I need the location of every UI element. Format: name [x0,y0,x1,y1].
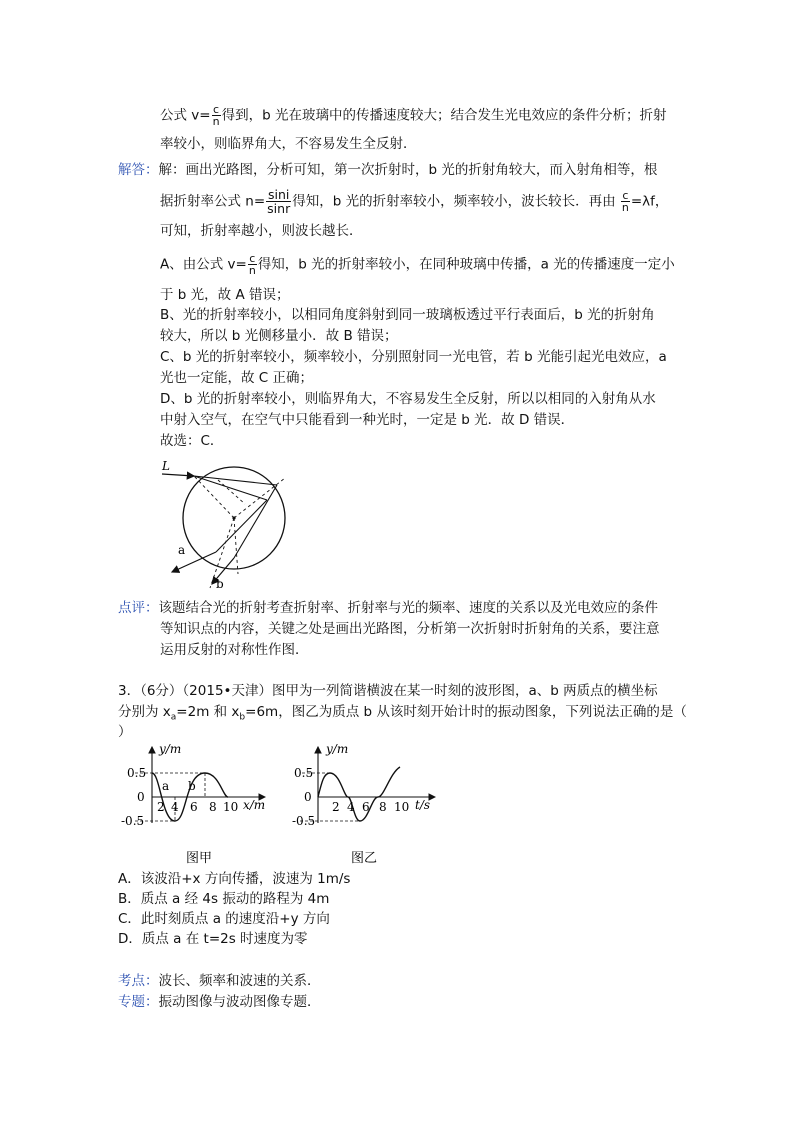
y-tick-zero: 0 [137,790,145,804]
label-L: L [162,459,170,473]
option-b-line-2: 较大，所以 b 光侧移量小．故 B 错误； [160,328,398,344]
question-3-line-1: 3．（6分）（2015•天津）图甲为一列简谐横波在某一时刻的波形图，a、b 两质点的横坐标 [118,683,658,699]
x-tick-10: 10 [223,800,239,814]
x-axis-label: x/m [243,798,266,812]
wave-graph-jia [115,741,275,866]
x-axis-label: t/s [415,798,431,812]
vibration-curve [318,767,400,821]
question-3-option-d: D．质点 a 在 t=2s 时速度为零 [118,931,308,947]
option-d-line-1: D、b 光的折射率较小，则临界角大，不容易发生全反射，所以以相同的入射角从水 [160,391,656,407]
comment-line-3: 运用反射的对称性作图． [160,642,309,658]
comment-line-1: 点评：该题结合光的折射考查折射率、折射率与光的频率、速度的关系以及光电效应的条件 [118,600,658,616]
label-b: b [216,577,224,591]
vibration-graph-yi [290,741,440,866]
x-tick-6: 6 [190,800,198,814]
y-tick-zero: 0 [304,790,312,804]
fraction-c-over-n: $\frac{c}{n}$ [621,189,629,214]
x-tick-10: 10 [394,800,410,814]
x-tick-2: 2 [157,800,165,814]
graph-caption: 图乙 [351,851,378,866]
x-tick-8: 8 [379,800,387,814]
comment-label: 点评： [118,600,159,616]
x-tick-8: 8 [209,800,217,814]
point-a-label: a [162,779,170,793]
y-tick-bottom: -0.5 [292,814,316,828]
answer-label: 解答： [118,162,159,178]
option-b-line-1: B、光的折射率较小，以相同角度斜射到同一玻璃板透过平行表面后，b 光的折射角 [160,307,655,323]
option-d-line-2: 中射入空气，在空气中只能看到一种光时，一定是 b 光．故 D 错误． [160,412,575,428]
answer-line-1: 解答：解：画出光路图，分析可知，第一次折射时，b 光的折射角较大，而入射角相等，根 [118,162,658,178]
answer-line-3: 可知，折射率越小，则波长越长． [160,223,363,239]
option-a-line-1: A、由公式 v= $\frac{c}{n}$ 得知，b 光的折射率较小，在同种玻璃中传播，a 光的传播速度一定小 [160,252,675,277]
point-b-label: b [188,779,196,793]
comment-line-2: 等知识点的内容，关键之处是画出光路图，分析第一次折射时折射角的关系，要注意 [160,621,660,637]
question-3-option-b: B．质点 a 经 4s 振动的路程为 4m [118,891,330,907]
question-3-line-3: ） [118,724,132,740]
label-a: a [178,543,186,557]
option-a-line-2: 于 b 光，故 A 错误； [160,287,290,303]
answer-line-2: 据折射率公式 n= $\frac{\sin i}{\sin r}$ 得知，b 光的折射率较小，频率较小，波长较长．再由 $\frac{c}{n}$ =λf， [160,187,669,216]
question-3-option-c: C．此时刻质点 a 的速度沿+y 方向 [118,911,330,927]
zhuanti-line: 专题：振动图像与波动图像专题． [118,994,321,1010]
y-axis-label: y/m [159,742,182,756]
kaodian-label: 考点： [118,973,159,989]
fraction-c-over-n: $\frac{c}{n}$ [248,252,256,277]
y-tick-top: 0.5 [127,766,147,780]
option-c-line-2: 光也一定能，故 C 正确； [160,370,314,386]
y-tick-bottom: -0.5 [121,814,145,828]
x-tick-2: 2 [332,800,340,814]
x-tick-4: 4 [171,800,179,814]
y-axis-label: y/m [326,742,349,756]
kaodian-line: 考点：波长、频率和波速的关系． [118,973,321,989]
question-3-line-2: 分别为 $x_a=2m$ 和 $x_b=6m$，图乙为质点 b 从该时刻开始计时的振动图象，下列说法正确的是（ [118,704,687,723]
answer-choice: 故选：C． [160,433,224,449]
light-path-diagram [150,456,310,592]
question-3-option-a: A．该波沿+x 方向传播，波速为 1m/s [118,871,351,887]
analysis-line-2: 率较小，则临界角大，不容易发生全反射． [160,136,417,152]
fraction-sini-over-sinr: $\frac{\sin i}{\sin r}$ [267,187,291,216]
fraction-c-over-n: $\frac{c}{n}$ [212,103,220,128]
analysis-line-1: 公式 v= $\frac{c}{n}$ 得到，b 光在玻璃中的传播速度较大；结合发生光电效应的条件分析；折射 [160,103,667,128]
x-tick-6: 6 [362,800,370,814]
y-tick-top: 0.5 [294,766,314,780]
option-c-line-1: C、b 光的折射率较小，频率较小，分别照射同一光电管，若 b 光能引起光电效应，a [160,349,667,365]
graph-caption: 图甲 [186,851,213,866]
x-tick-4: 4 [347,800,355,814]
zhuanti-label: 专题： [118,994,159,1010]
